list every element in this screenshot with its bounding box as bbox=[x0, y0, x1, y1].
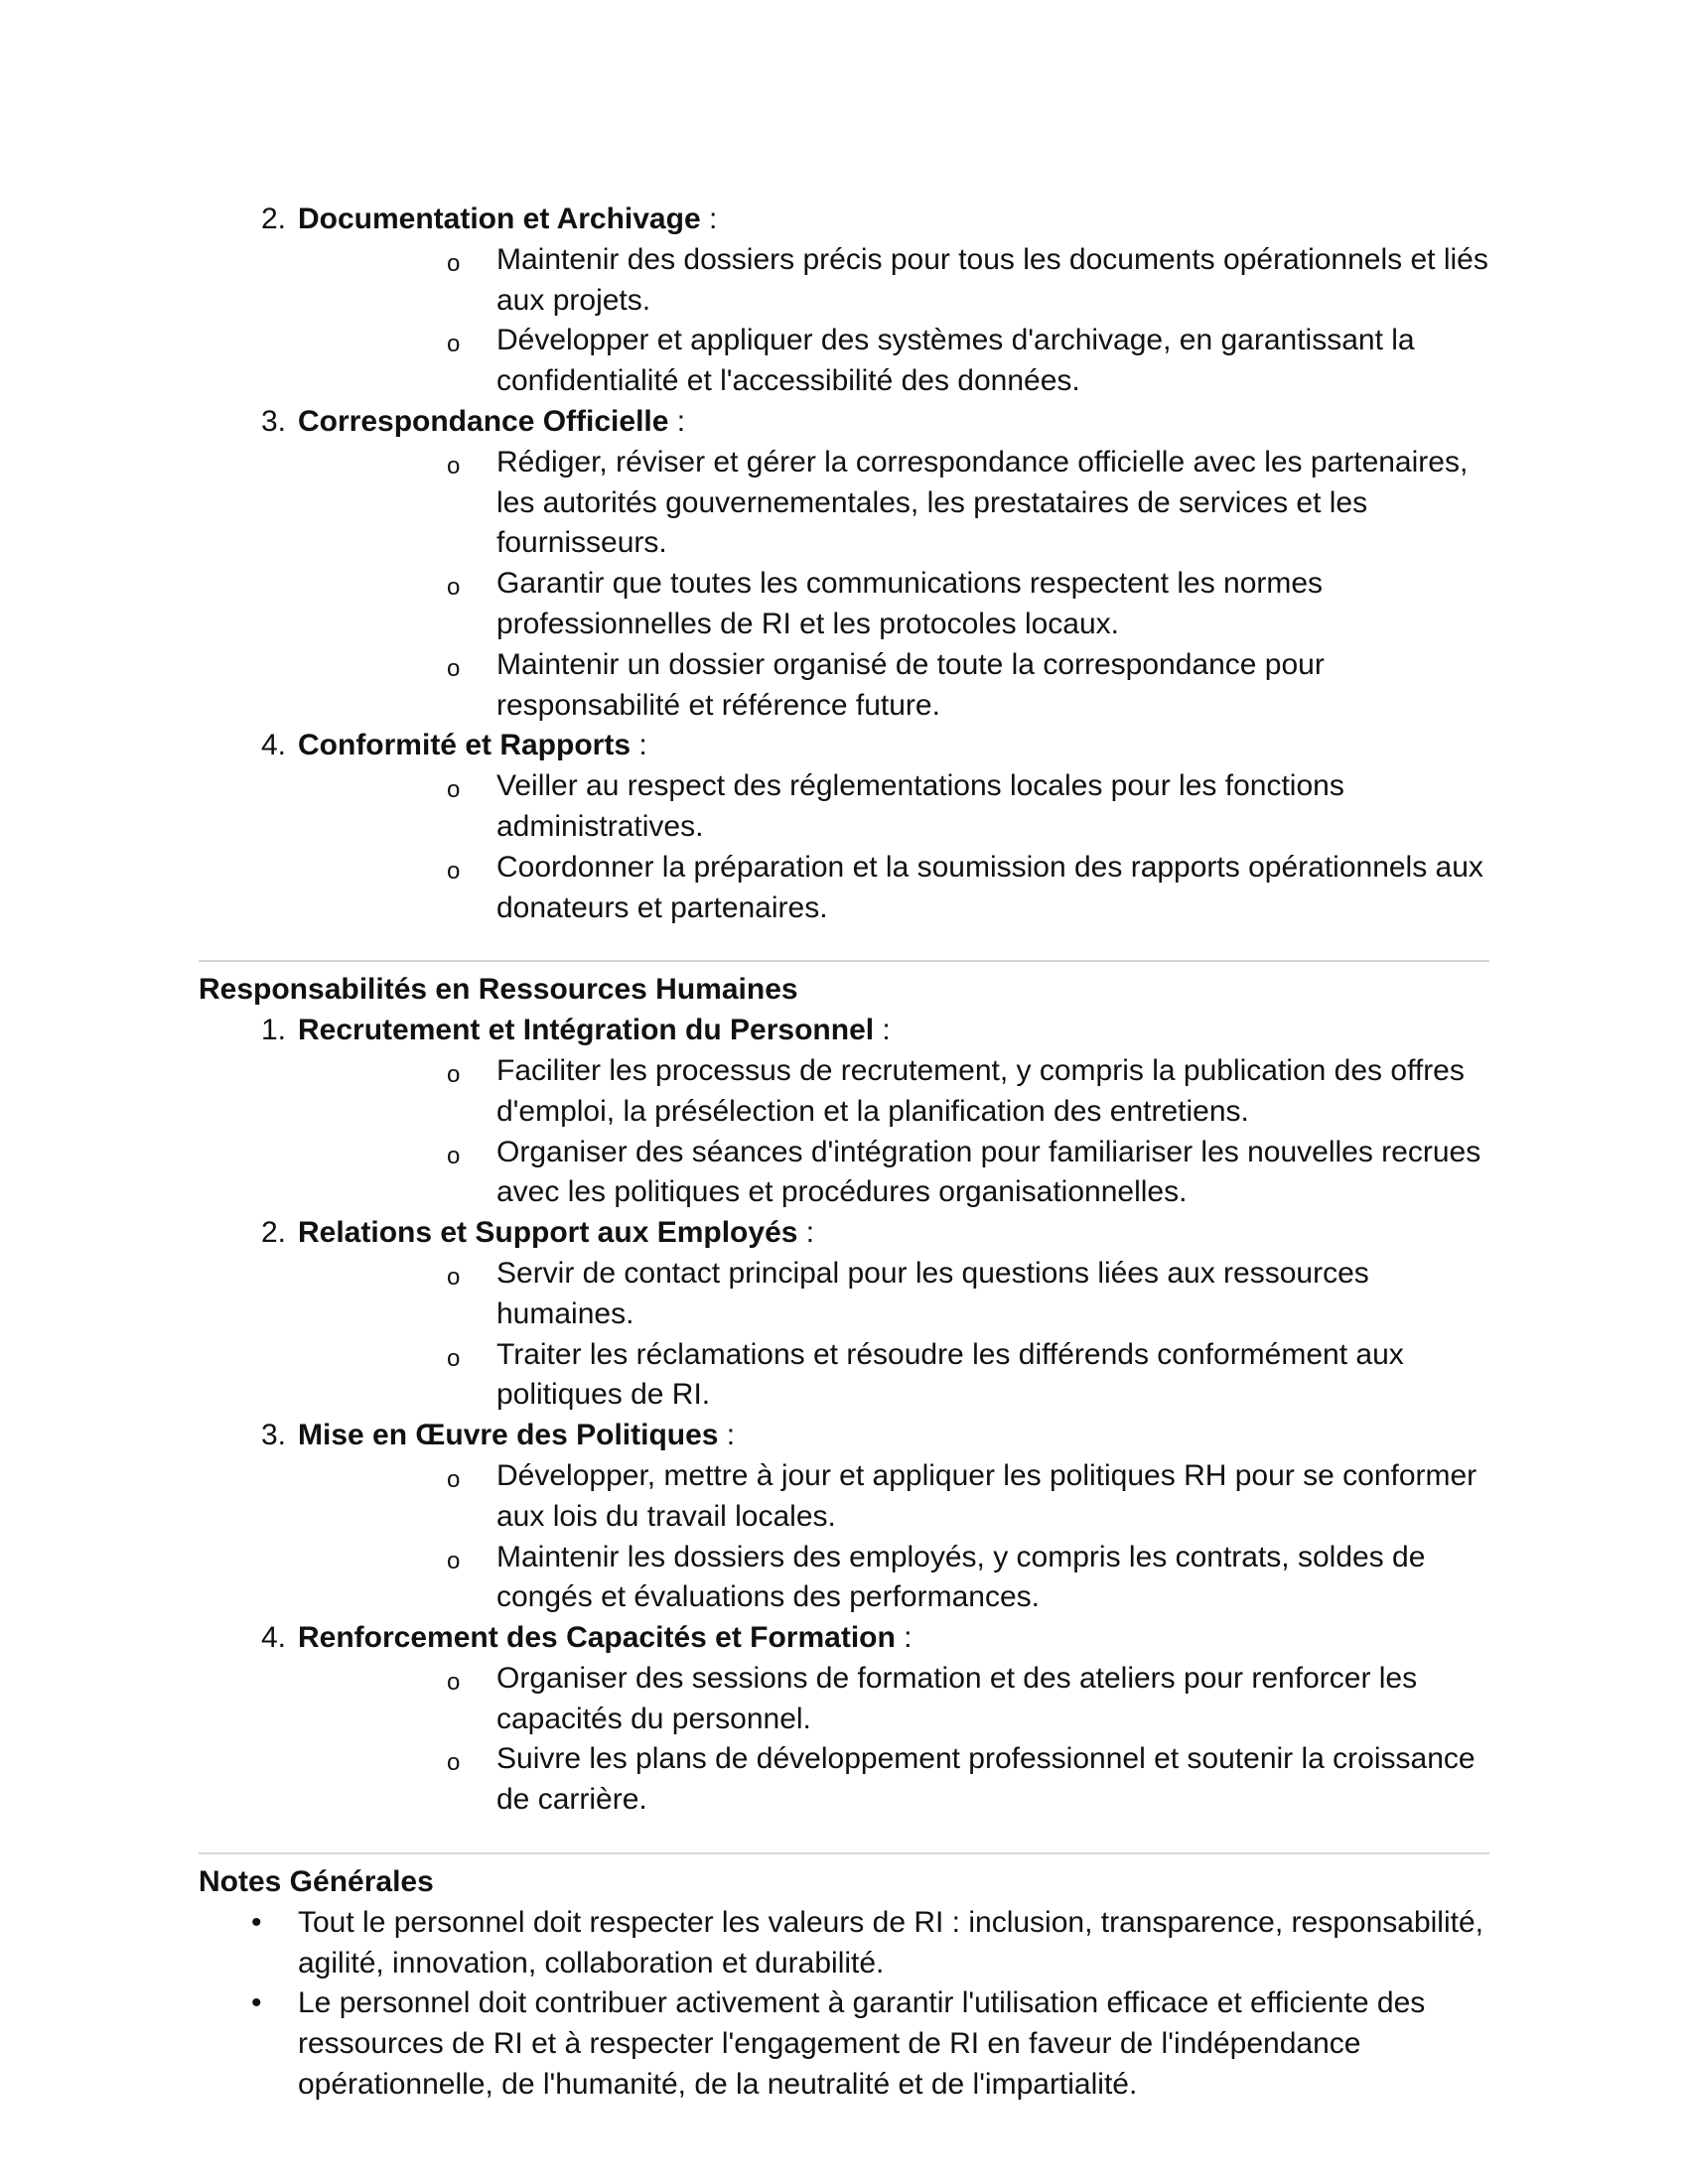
sub-list-item bbox=[298, 1133, 1489, 1214]
sub-list-item bbox=[298, 1739, 1489, 1821]
item-title: Renforcement des Capacités et Formation bbox=[298, 1621, 896, 1655]
section-divider bbox=[199, 960, 1489, 962]
circle-bullet-icon: o bbox=[447, 452, 461, 479]
document-page bbox=[199, 200, 1489, 2106]
sub-item-text: Coordonner la préparation et la soumission des rapports opérationnels aux donateurs et partenaires. bbox=[496, 850, 1483, 924]
circle-bullet-icon: o bbox=[447, 1344, 461, 1372]
circle-bullet-icon: o bbox=[447, 574, 461, 602]
circle-bullet-icon: o bbox=[447, 1142, 461, 1169]
bullet-icon: • bbox=[251, 1986, 262, 2020]
sub-list bbox=[298, 1456, 1489, 1618]
sub-item-text: Rédiger, réviser et gérer la correspondance officielle avec les partenaires, les autorités gouvernementales, les prestataires de services et les fournisseurs. bbox=[496, 445, 1469, 560]
item-number: 1. bbox=[260, 1014, 286, 1047]
notes-section bbox=[199, 1862, 1489, 2106]
sub-item-text: Suivre les plans de développement professionnel et soutenir la croissance de carrière. bbox=[496, 1742, 1476, 1817]
sub-item-text: Veiller au respect des réglementations locales pour les fonctions administratives. bbox=[496, 769, 1344, 843]
bullet-icon: • bbox=[251, 1905, 262, 1939]
item-suffix: : bbox=[797, 1216, 815, 1250]
circle-bullet-icon: o bbox=[447, 654, 461, 682]
bullet-text: Le personnel doit contribuer activement à garantir l'utilisation efficace et efficiente des ressources de RI et à respecter l'engagement de RI en faveur de l'indépendance opérationnelle, de l'humanité, de la neutralité et de l'impartialité. bbox=[298, 1986, 1426, 2102]
sub-list-item bbox=[298, 848, 1489, 929]
circle-bullet-icon: o bbox=[447, 857, 461, 885]
item-title: Recrutement et Intégration du Personnel bbox=[298, 1014, 875, 1047]
sub-list-item bbox=[298, 443, 1489, 564]
item-title: Documentation et Archivage bbox=[298, 203, 701, 235]
sub-list-item bbox=[298, 766, 1489, 848]
item-number: 3. bbox=[260, 1419, 286, 1452]
section-heading: Notes Générales bbox=[199, 1865, 434, 1899]
bullet-text: Tout le personnel doit respecter les valeurs de RI : inclusion, transparence, responsabilité, agilité, innovation, collaboration et durabilité. bbox=[298, 1905, 1483, 1979]
sub-list-item bbox=[298, 1456, 1489, 1538]
sub-list-item bbox=[298, 564, 1489, 645]
sub-list-item bbox=[298, 240, 1489, 322]
list-item bbox=[199, 1011, 1489, 1213]
sub-list-item bbox=[298, 1538, 1489, 1619]
sub-list-item bbox=[298, 1254, 1489, 1335]
list-item bbox=[199, 726, 1489, 928]
item-number: 3. bbox=[260, 404, 286, 438]
sub-item-text: Maintenir les dossiers des employés, y compris les contrats, soldes de congés et évaluations des performances. bbox=[496, 1540, 1426, 1614]
item-title: Mise en Œuvre des Politiques bbox=[298, 1419, 719, 1452]
sub-list-item bbox=[298, 645, 1489, 727]
item-suffix: : bbox=[631, 729, 647, 762]
circle-bullet-icon: o bbox=[447, 1465, 461, 1493]
sub-item-text: Traiter les réclamations et résoudre les différends conformément aux politiques de RI. bbox=[496, 1337, 1404, 1412]
sub-list-item bbox=[298, 1335, 1489, 1417]
sub-item-text: Maintenir un dossier organisé de toute la correspondance pour responsabilité et référence future. bbox=[496, 647, 1325, 722]
admin-list bbox=[199, 200, 1489, 928]
list-item bbox=[199, 1213, 1489, 1416]
hr-section bbox=[199, 970, 1489, 1821]
circle-bullet-icon: o bbox=[447, 776, 461, 804]
sub-item-text: Garantir que toutes les communications respectent les normes professionnelles de RI et les protocoles locaux. bbox=[496, 567, 1324, 640]
circle-bullet-icon: o bbox=[447, 331, 461, 358]
item-title: Relations et Support aux Employés bbox=[298, 1216, 798, 1250]
item-title: Correspondance Officielle bbox=[298, 404, 669, 438]
sub-list-item bbox=[298, 321, 1489, 402]
sub-item-text: Organiser des sessions de formation et des ateliers pour renforcer les capacités du personnel. bbox=[496, 1661, 1418, 1735]
item-suffix: : bbox=[718, 1419, 736, 1452]
circle-bullet-icon: o bbox=[447, 1668, 461, 1696]
item-number: 4. bbox=[260, 729, 286, 762]
sub-item-text: Faciliter les processus de recrutement, y compris la publication des offres d'emploi, la présélection et la planification des entretiens. bbox=[496, 1053, 1465, 1128]
sub-list bbox=[298, 240, 1489, 402]
sub-list bbox=[298, 1254, 1489, 1416]
circle-bullet-icon: o bbox=[447, 1547, 461, 1574]
section-heading: Responsabilités en Ressources Humaines bbox=[199, 973, 798, 1007]
item-number: 2. bbox=[260, 203, 286, 235]
item-suffix: : bbox=[895, 1621, 913, 1655]
sub-item-text: Développer, mettre à jour et appliquer les politiques RH pour se conformer aux lois du travail locales. bbox=[496, 1458, 1477, 1533]
item-number: 2. bbox=[260, 1216, 286, 1250]
item-suffix: : bbox=[874, 1014, 891, 1047]
item-number: 4. bbox=[260, 1621, 286, 1655]
sub-list bbox=[298, 443, 1489, 727]
circle-bullet-icon: o bbox=[447, 249, 461, 277]
list-item bbox=[199, 200, 1489, 402]
bullet-item bbox=[199, 1983, 1489, 2105]
circle-bullet-icon: o bbox=[447, 1749, 461, 1777]
circle-bullet-icon: o bbox=[447, 1060, 461, 1088]
sub-list bbox=[298, 1659, 1489, 1821]
bullet-item bbox=[199, 1903, 1489, 1984]
sub-list bbox=[298, 766, 1489, 928]
item-suffix: : bbox=[668, 404, 686, 438]
list-item bbox=[199, 1416, 1489, 1618]
item-suffix: : bbox=[700, 203, 718, 235]
item-title: Conformité et Rapports bbox=[298, 729, 632, 762]
section-divider bbox=[199, 1852, 1489, 1854]
sub-item-text: Servir de contact principal pour les questions liées aux ressources humaines. bbox=[496, 1256, 1369, 1330]
sub-list-item bbox=[298, 1051, 1489, 1133]
sub-list-item bbox=[298, 1659, 1489, 1740]
list-item bbox=[199, 1618, 1489, 1821]
sub-item-text: Développer et appliquer des systèmes d'archivage, en garantissant la confidentialité et l'accessibilité des données. bbox=[496, 324, 1415, 398]
sub-list bbox=[298, 1051, 1489, 1213]
sub-item-text: Organiser des séances d'intégration pour familiariser les nouvelles recrues avec les politiques et procédures organisationnelles. bbox=[496, 1135, 1481, 1209]
list-item bbox=[199, 402, 1489, 726]
sub-item-text: Maintenir des dossiers précis pour tous les documents opérationnels et liés aux projets. bbox=[496, 242, 1488, 317]
circle-bullet-icon: o bbox=[447, 1263, 461, 1291]
